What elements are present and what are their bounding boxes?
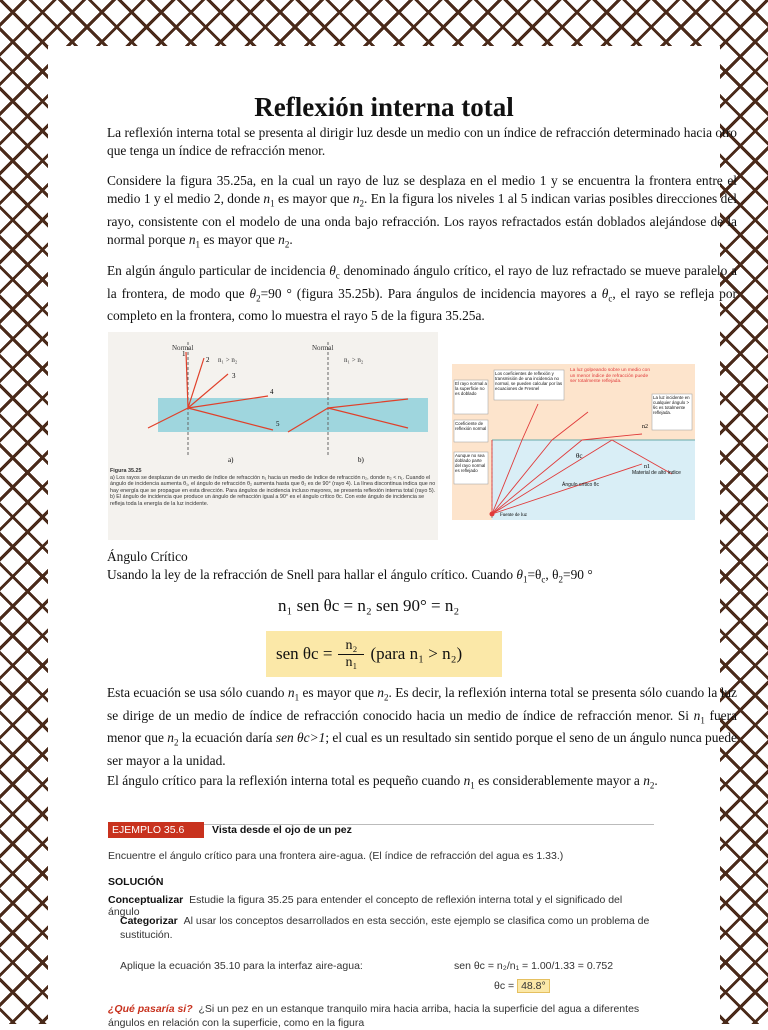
subfig-b-label: b) (358, 456, 364, 464)
figure-caption: Figura 35.25 a) Los rayos se desplazan de un medio de índice de refracción n₁ hacia un medio de índice de refracción n₂, donde n₂ < n₁. Cuando el ángulo de incidencia aumenta θ₁, el ángulo de refracción θ₂ aumenta hasta que θ₂ es de 90° (rayo 4). La línea discontinua indica que no hay energía que se propague en esta dirección. Para ángulos de incidencia incluso mayores, se presenta reflexión interna total (rayo 5). b) El ángulo de incidencia que produce un ángulo de refracción igual a 90° es el ángulo crítico θc. Con este ángulo de incidencia se refleja toda la energía de la luz incidente. (110, 468, 436, 507)
apply-equation-text: Aplique la ecuación 35.10 para la interfaz aire-agua: (120, 960, 363, 972)
ray-label-3: 3 (232, 372, 236, 380)
solution-heading: SOLUCIÓN (108, 876, 164, 888)
label-normal-a: Normal (172, 344, 194, 352)
ray-label-5: 5 (276, 420, 280, 428)
paragraph-figure-description: Considere la figura 35.25a, en la cual un rayo de luz se desplaza en el medio 1 y se encuentra la frontera entre el medio 1 y el medio 2, donde $n_1$ es mayor que $n_2$. En la figura los niveles 1 al 5 indican varias posibles direcciones del rayo, consistente con el modelo de una onda bajo refracción. Los rayos refractados están doblados alejándose de la normal porque $n_1$ es mayor que $n_2$. (107, 173, 737, 250)
calculation: sen θc = n₂/n₁ = 1.00/1.33 = 0.752 (454, 960, 614, 972)
ray-label-4: 4 (270, 388, 274, 396)
result-highlight: 48.8° (517, 979, 550, 993)
example-35-6 (108, 820, 654, 1029)
ray-label-1: 1 (182, 350, 186, 358)
document-page (48, 46, 737, 1029)
figure-35-25-drawing (108, 332, 438, 540)
example-badge: EJEMPLO 35.6 (108, 822, 204, 838)
example-title: Vista desde el ojo de un pez (212, 824, 352, 836)
what-if: ¿Qué pasaría si? ¿Si un pez en un estanque tranquilo mira hacia arriba, hacia la superficie del agua a diferentes ángulos en relación con la superficie, como en la figura (108, 1003, 640, 1029)
section-critical-angle: Ángulo Crítico Usando la ley de la refracción de Snell para hallar el ángulo crítico. Cuando $\theta_1=\theta_c$, $\theta_2=90$ ° (107, 548, 737, 589)
section-heading: Ángulo Crítico (107, 549, 188, 564)
equation-snell-critical: n₁ sen θc = n₂ sen 90° = n₂ (278, 596, 460, 615)
step-conceptualize: Conceptualizar Estudie la figura 35.25 para entender el concepto de reflexión interna total y el significado del ángulo (108, 894, 623, 918)
equation-critical-angle: sen θc = $\frac{\text{n₂}}{\text{n₁}}$ (para n₁ > n₂) (266, 631, 502, 677)
page-title: Reflexión interna total (254, 92, 514, 122)
paragraph-critical-angle: En algún ángulo particular de incidencia $\theta_c$ denominado ángulo crítico, el rayo de luz refractado se mueve paralelo a la frontera, de modo que $\theta_2=90$ ° (figura 35.25b). Para ángulos de incidencia mayores a $\theta_c$, el rayo se refleja por completo en la frontera, como lo muestra el rayo 5 de la figura 35.25a. (107, 263, 737, 324)
label-n2: n2 (642, 424, 648, 430)
label-relation-b: n₁ > n₂ (344, 356, 364, 364)
label-theta-c: θc (576, 452, 583, 460)
ray-label-2: 2 (206, 356, 210, 364)
paragraph-small-angle: El ángulo crítico para la reflexión interna total es pequeño cuando $n_1$ es considerablemente mayor a $n_2$. (107, 773, 658, 791)
step-categorize: Categorizar Al usar los conceptos desarrollados en esta sección, este ejemplo se clasifica como un problema de sustitución. (120, 915, 650, 941)
result-line: θc = 48.8° (494, 980, 654, 992)
paragraph-condition: Esta ecuación se usa sólo cuando $n_1$ es mayor que $n_2$. Es decir, la reflexión interna total se presenta sólo cuando la luz se dirige de un medio de índice de refracción conocido hacia un medio de índice de refracción menor. Si $n_1$ fuera menor que $n_2$ la ecuación daría sen θc>1; el cual es un resultado sin sentido porque el seno de un ángulo nunca puede ser mayor a la unidad. (107, 685, 737, 769)
label-light-source: Fuente de luz (500, 513, 527, 518)
figure-35-25 (108, 332, 438, 540)
label-n1: n1 (644, 464, 650, 470)
label-normal-b: Normal (312, 344, 334, 352)
total-reflection-drawing: El rayo normal a la superficie no es doblado Coeficiente de reflexión normal Aunque no sea doblado parte del rayo normal es reflejado Los coeficientes de reflexión y transmisión de una incidencia no normal, se pueden calcular por las ecuaciones de Fresnel La luz golpeando sobre un medio con un menor índice de refracción puede ser totalmente reflejada. La luz incidente en cualquier ángulo > θc es totalmente reflejada. θc n2 n1 Material de alto índice Ángulo crítico θc Fuente de luz (452, 364, 695, 520)
subfig-a-label: a) (228, 456, 234, 464)
example-statement: Encuentre el ángulo crítico para una frontera aire-agua. (El índice de refracción del agua es 1.33.) (108, 850, 564, 862)
total-reflection-diagram (452, 364, 695, 520)
label-relation-a: n₁ > n₂ (218, 356, 238, 364)
paragraph-intro: La reflexión interna total se presenta al dirigir luz desde un medio con un índice de refracción determinado hacia otro que tenga un índice de refracción menor. (107, 125, 737, 158)
